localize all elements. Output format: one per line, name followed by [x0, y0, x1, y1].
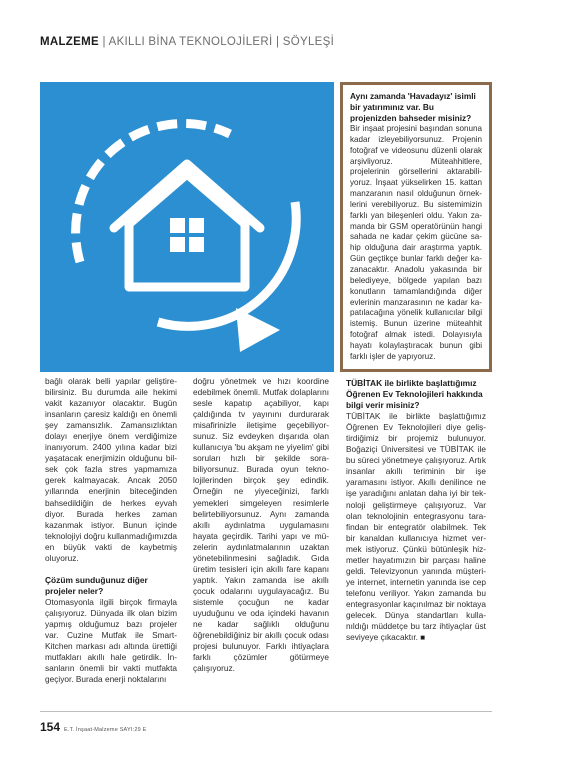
page-header	[40, 36, 334, 48]
sidebar-box	[340, 82, 492, 372]
column-3	[346, 378, 486, 643]
section-label: MALZEME	[40, 36, 99, 48]
col3-question: TÜBİTAK ile birlikte başlattığımız Öğrenen Ev Teknolojileri hakkında bilgi verir misiniz?	[346, 378, 483, 411]
smart-home-refresh-icon	[40, 82, 334, 372]
sidebar-answer: Bir inşaat projesini başından sonuna kadar izleyebiliyorsunuz. Projenin fotoğraf ve videosunu düzenli olarak arşivliyoruz. Müteahhitlere, projelerinin görsellerini aktarabiliyoruz. İnşaat yükselirken 15. kattan manzaranın nasıl olduğunun örneklerini verebiliyoruz. Bu sistemimizin farklı yan bileşenleri oldu. Yakın zamanda bir GSM operatörünün hangi sahada ne kadar çekim gücüne sahip olduğuna dair araştırma yaptık. Gün geçtikçe bunlar farklı değer kazanacaktır. Anadolu yakasında bir belediyeye, bölgede yapılan bazı konutların tamamlandığında diğer evlerinin manzarasının ne kadar kapatılacağına yönelik kullanıcılar bilgi istemiş. Bunun üzerine müteahhit fotoğraf almak istedi. Dolayısıyla hayatı kolaylaştıracak bunun gibi farklı işler de yapıyoruz.	[350, 124, 482, 361]
hero-illustration	[40, 82, 334, 372]
col3-answer: TÜBİTAK ile birlikte başlattığımız Öğrenen Ev Teknolojileri diye geliştirdiğimiz bir projemiz bulunuyor. Boğaziçi Üniversitesi ve TÜBİTAK ile bu süreci yönetmeye çalışıyoruz. Artık insanlar akıllı teriminin bir işe yaramasını istiyor. Akıllı denilince ne işe yaradığını anlatan daha iyi bir teknoloji geliştirmeye çalışıyoruz. Var olan teknolojinin entegrasyonu tarafindan bir entegratör olabilmek. Tek bir kanaldan kullanıcıya hizmet vermek istiyoruz. Çünkü bütünleşik hizmetler hayatımızın bir parçası haline geldi. Televizyonun yanında müşteriye internet, internetin yanında ise cep telefonu veriliyor. Yakın zamanda bu entegrasyonlar kaçınılmaz bir noktaya gelecek. Dünya standartları kullanıldığı müddetçe bu tarz ihtiyaçlar üst seviyeye çıkacaktır.	[346, 411, 486, 643]
end-mark-icon: ■	[420, 633, 426, 643]
column-1	[45, 376, 177, 685]
section-breadcrumb: | AKILLI BİNA TEKNOLOJİLERİ | SÖYLEŞİ	[98, 36, 335, 48]
publication-name: E.T. İnşaat-Malzeme SAYI:29 E	[64, 727, 147, 733]
col1-paragraph: bağlı olarak belli yapılar geliştirebilirsiniz. Bu durumda aile hekimi vakit kazanıyor olacaktır. Bugün insanların çaresiz kaldığı en önemli şey zamansızlık. Zamansızlıktan dolayı enerjiye önem verdiğimize inanıyorum. 2400 yılına kadar bizi yaşatacak enerjimizin olduğunu bilsek çok fazla stres yapmamıza gerek kalmayacak. Ancak 2050 yıllarında enerjinin biteceğinden bahsedildiğin de herkes eyvah diyor. Burada herkes zaman kazanmak istiyor. Bunun içinde teknolojiyi doğru kullanmadığımızda en büyük vakti de kaybetmiş oluyoruz.	[45, 376, 177, 563]
col3-answer-wrap	[346, 411, 486, 643]
column-2	[193, 376, 329, 674]
col2-paragraph: doğru yönetmek ve hızı koordine edebilmek önemli. Mutfak dolaplarını sesle kapatıp açabiliyor, kapı çaldığında tv yayınını durdurarak misafirinizle iletişime geçebiliyorsunuz. Siz evdeyken dışarıda olan kullanıcıya 'bu akşam ne yiyelim' gibi soruları hızlı bir şekilde sorabiliyorsunuz. Burada oyun teknolojilerinden birçok şey edindik. Örneğin ne yiyeceğinizi, farklı yemekleri simgeleyen resimlerle belirtebiliyorsunuz. Aynı zamanda akıllı aydınlatma uygulamasını hayata geçirdik. Tarihi yapı ve müzelerin aydınlatmalarının uzaktan yönetebilinmesini sağladık. Gıda üretim tesisleri için akıllı fare kapanı yaptık. Yakın zamanda ise akıllı çocuk odalarını uygulayacağız. Bu sistemle çocuğun ne kadar uyuduğunu ve oda içindeki havanın ne kadar sağlıklı olduğunu öğrenebildiğiniz bir akıllı çocuk odası projesi bulunuyor. Farklı ihtiyaçlara farklı çözümler götürmeye çalışıyoruz.	[193, 376, 329, 674]
sidebar-question: Aynı zamanda 'Havadayız' isimli bir yatırımınız var. Bu projenizden bahseder misiniz?	[350, 91, 476, 123]
col1-question: Çözüm sunduğunuz diğer projeler neler?	[45, 574, 148, 596]
footer-divider	[40, 711, 492, 712]
page-footer	[40, 718, 146, 736]
page-number: 154	[40, 720, 61, 734]
col1-answer: Otomasyonla ilgili birçok firmayla çalışıyoruz. Dünyada ilk olan bizim yapmış olduğumuz bazı projeler var. Cuzine Mutfak ile Smart-Kitchen markası adı altında ürettiği mutfakları akıllı hale getirdik. İnsanların önemli bir vakti mutfakta geçiyor. Burada enerji noktalarını	[45, 596, 177, 685]
